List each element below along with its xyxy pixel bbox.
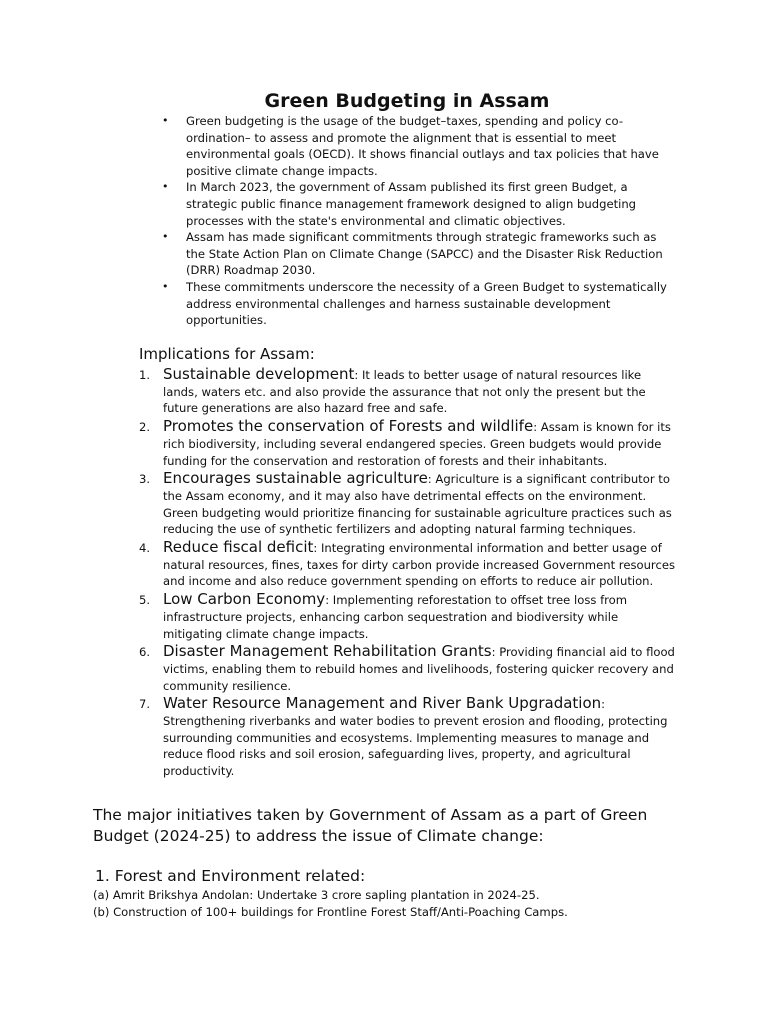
item-number: 4. xyxy=(139,541,151,556)
item-number: 6. xyxy=(139,645,151,660)
list-item xyxy=(160,229,675,279)
list-item xyxy=(139,470,679,538)
item-number: 7. xyxy=(139,697,151,712)
item-body: : Integrating environmental information and better usage of natural resources, fines, taxes for dirty carbon provide increased Government resources and income and also reduce government spending on efforts to reduce air pollution. xyxy=(163,541,675,589)
item-number: 3. xyxy=(139,472,151,487)
item-number: 5. xyxy=(139,593,151,608)
page-title: Green Budgeting in Assam xyxy=(264,90,550,112)
item-number: 2. xyxy=(139,420,151,435)
intro-bullet-list xyxy=(160,113,675,329)
list-item xyxy=(139,539,679,590)
item-number: 1. xyxy=(139,368,151,382)
item-body: : Assam is known for its rich biodiversity, including several endangered species. Green budgets would provide funding for the conservation and restoration of forests and their inhabitants. xyxy=(163,420,671,468)
bullet-text: These commitments underscore the necessity of a Green Budget to systematically address environmental challenges and harness sustainable development opportunities. xyxy=(186,279,667,328)
item-heading: Disaster Management Rehabilitation Grants xyxy=(163,642,492,661)
item-body: : Providing financial aid to flood victims, enabling them to rebuild homes and livelihoods, fostering quicker recovery and community resilience. xyxy=(163,645,675,693)
list-item xyxy=(139,643,679,694)
bullet-text: Green budgeting is the usage of the budget–taxes, spending and policy co-ordination– to assess and promote the alignment that is essential to meet environmental goals (OECD). It shows financial outlays and tax policies that have positive climate change impacts. xyxy=(186,114,659,178)
implications-heading: Implications for Assam: xyxy=(139,345,315,363)
item-heading: Promotes the conservation of Forests and wildlife xyxy=(163,417,534,436)
list-item xyxy=(160,279,675,329)
item-heading: Water Resource Management and River Bank Upgradation xyxy=(163,694,602,713)
bullet-text: In March 2023, the government of Assam published its first green Budget, a strategic public finance management framework designed to align budgeting processes with the state's environmental and climatic objectives. xyxy=(186,180,637,228)
bullet-text: Assam has made significant commitments through strategic frameworks such as the State Action Plan on Climate Change (SAPCC) and the Disaster Risk Reduction (DRR) Roadmap 2030. xyxy=(186,230,663,278)
forest-section-items xyxy=(93,887,568,921)
bullet-icon: • xyxy=(162,279,169,293)
list-item xyxy=(160,179,675,229)
item-heading: Low Carbon Economy xyxy=(163,590,326,609)
bullet-icon: • xyxy=(162,230,169,244)
implications-list xyxy=(139,366,679,781)
item-heading: Encourages sustainable agriculture xyxy=(163,469,428,488)
item-body: : Agriculture is a significant contributor to the Assam economy, and it may also have detrimental effects on the environment. Green budgeting would prioritize financing for sustainable agriculture practices such as reducing the use of synthetic fertilizers and adopting natural farming techniques. xyxy=(163,472,672,537)
item-body: : Implementing reforestation to offset tree loss from infrastructure projects, enhancing carbon sequestration and biodiversity while mitigating climate change impacts. xyxy=(163,593,628,641)
list-item xyxy=(139,418,679,469)
list-item xyxy=(139,695,679,780)
list-item xyxy=(139,591,679,642)
list-item xyxy=(160,113,675,179)
item-heading: Reduce fiscal deficit xyxy=(163,538,314,557)
list-item xyxy=(139,366,679,417)
list-item: (b) Construction of 100+ buildings for Frontline Forest Staff/Anti-Poaching Camps. xyxy=(93,905,568,919)
list-item: (a) Amrit Brikshya Andolan: Undertake 3 crore sapling plantation in 2024-25. xyxy=(93,888,540,902)
item-body: : It leads to better usage of natural resources like lands, waters etc. and also provide the assurance that not only the present but the future generations are also hazard free and safe. xyxy=(163,368,646,416)
item-body: : Strengthening riverbanks and water bodies to prevent erosion and flooding, protecting surrounding communities and ecosystems. Implementing measures to manage and reduce flood risks and soil erosion, safeguarding lives, property, and agricultural productivity. xyxy=(163,697,668,779)
initiatives-heading: The major initiatives taken by Government of Assam as a part of Green Budget (2024-25) to address the issue of Climate change: xyxy=(93,806,648,845)
bullet-icon: • xyxy=(162,180,169,194)
forest-section-heading: 1. Forest and Environment related: xyxy=(95,867,366,885)
item-heading: Sustainable development xyxy=(163,365,355,383)
bullet-icon: • xyxy=(162,114,169,127)
